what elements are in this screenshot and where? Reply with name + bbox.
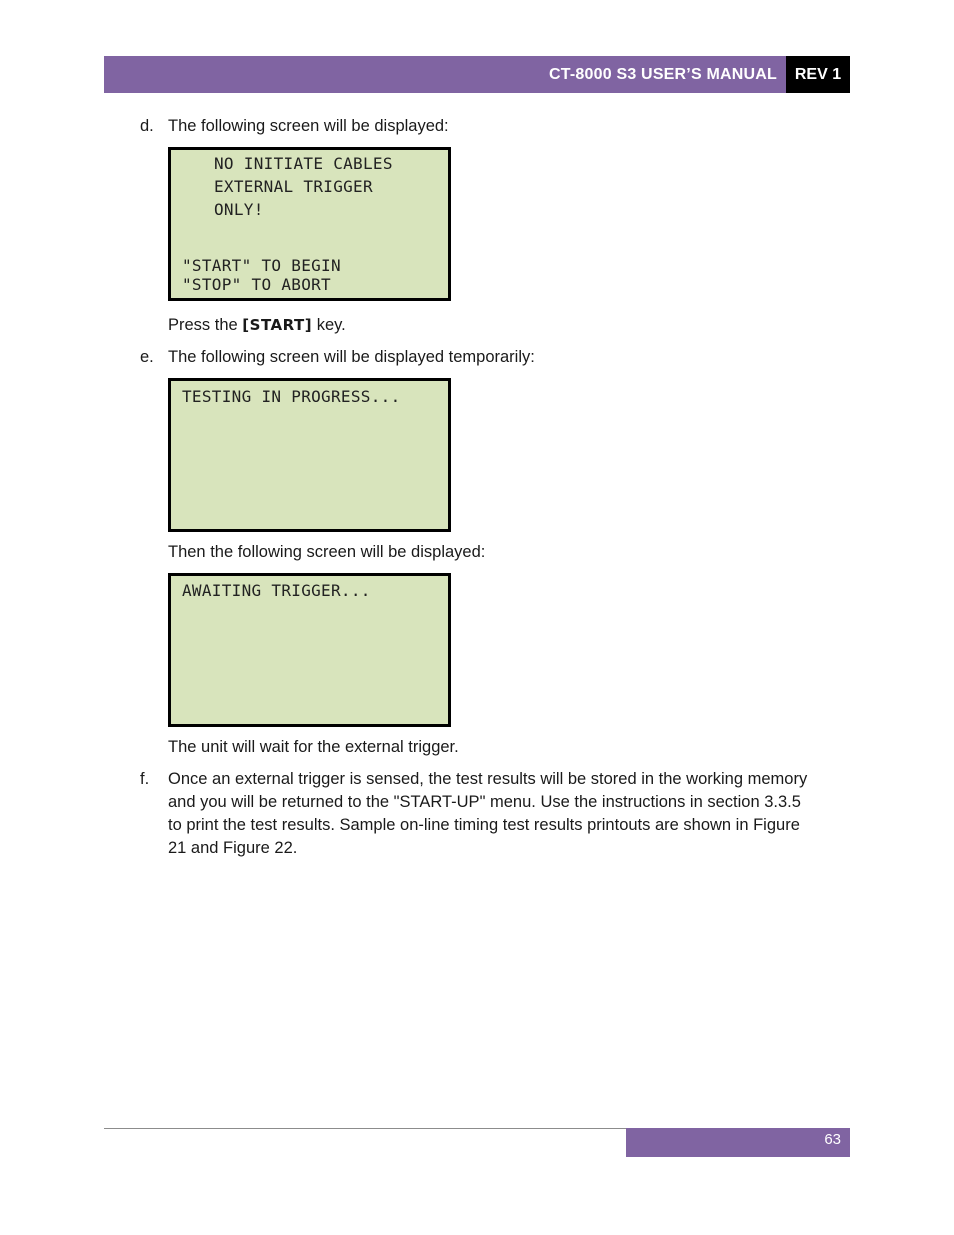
lcd-line: ONLY! [214, 200, 264, 219]
start-key-label: [START] [242, 316, 313, 334]
lcd-line: "STOP" TO ABORT [182, 275, 331, 294]
paragraph-line: to print the test results. Sample on-line timing test results printouts are shown in Figure [168, 816, 800, 834]
lcd-line: TESTING IN PROGRESS... [182, 387, 401, 406]
wait-text: The unit will wait for the external trigger. [168, 738, 459, 756]
step-d-marker: d. [140, 117, 154, 135]
paragraph-line: 21 and Figure 22. [168, 839, 298, 857]
page-number: 63 [824, 1131, 841, 1148]
paragraph-line: Once an external trigger is sensed, the test results will be stored in the working memory [168, 770, 808, 788]
lcd-line: EXTERNAL TRIGGER [214, 177, 373, 196]
paragraph-line: and you will be returned to the "START-UP" menu. Use the instructions in section 3.3.5 [168, 793, 801, 811]
press-suffix: key. [316, 316, 346, 334]
lcd-line: "START" TO BEGIN [182, 256, 341, 275]
page-number-box [626, 1128, 850, 1157]
press-prefix: Press the [168, 316, 238, 334]
step-f-paragraph [168, 768, 848, 860]
document-title: CT-8000 S3 USER’S MANUAL [549, 66, 777, 83]
revision-badge: REV 1 [786, 56, 850, 93]
lcd-screen-testing [168, 378, 451, 532]
lcd-screen-no-initiate [168, 147, 451, 301]
step-d-intro: The following screen will be displayed: [168, 117, 449, 135]
step-e-marker: e. [140, 348, 154, 366]
lcd-line: NO INITIATE CABLES [214, 154, 393, 173]
lcd-screen-awaiting [168, 573, 451, 727]
press-start-instruction [168, 314, 346, 337]
then-screen-text: Then the following screen will be displayed: [168, 543, 486, 561]
step-e-intro: The following screen will be displayed temporarily: [168, 348, 535, 366]
lcd-line: AWAITING TRIGGER... [182, 581, 371, 600]
step-f-marker: f. [140, 770, 150, 788]
page-header [104, 56, 850, 93]
